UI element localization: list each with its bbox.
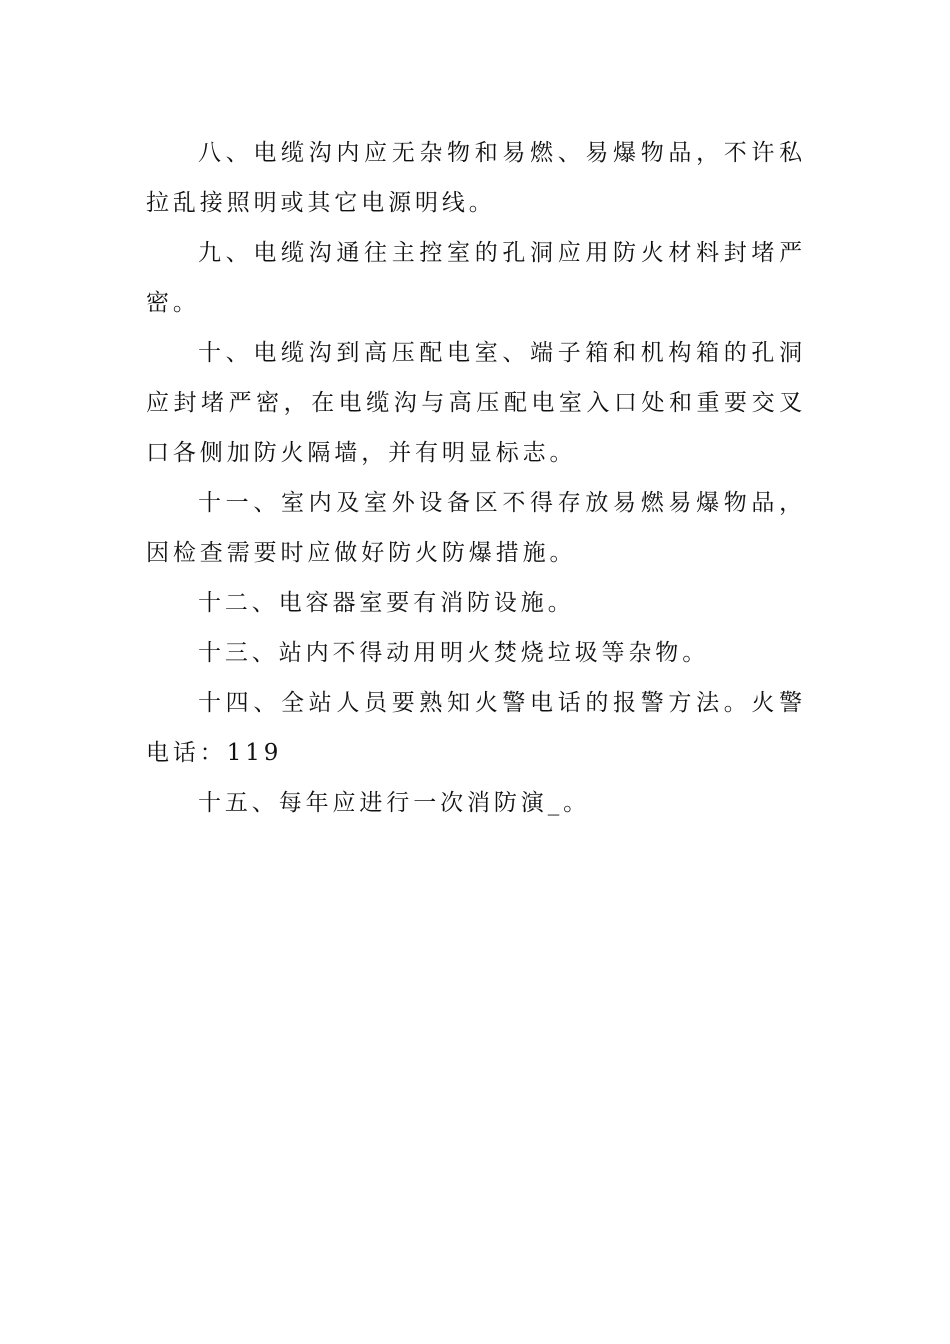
paragraph-13: 十三、站内不得动用明火焚烧垃圾等杂物。 xyxy=(198,640,710,666)
document-body xyxy=(146,128,806,828)
paragraph-8: 八、电缆沟内应无杂物和易燃、易爆物品，不许私拉乱接照明或其它电源明线。 xyxy=(146,140,806,216)
paragraph-9: 九、电缆沟通往主控室的孔洞应用防火材料封堵严密。 xyxy=(146,240,806,316)
paragraph-10: 十、电缆沟到高压配电室、端子箱和机构箱的孔洞应封堵严密，在电缆沟与高压配电室入口处和重要交叉口各侧加防火隔墙，并有明显标志。 xyxy=(146,340,806,466)
paragraph-11: 十一、室内及室外设备区不得存放易燃易爆物品，因检查需要时应做好防火防爆措施。 xyxy=(146,490,806,566)
paragraph-12: 十二、电容器室要有消防设施。 xyxy=(198,590,575,616)
paragraph-14: 十四、全站人员要熟知火警电话的报警方法。火警电话：119 xyxy=(146,690,806,766)
paragraph-15: 十五、每年应进行一次消防演_。 xyxy=(198,790,590,816)
